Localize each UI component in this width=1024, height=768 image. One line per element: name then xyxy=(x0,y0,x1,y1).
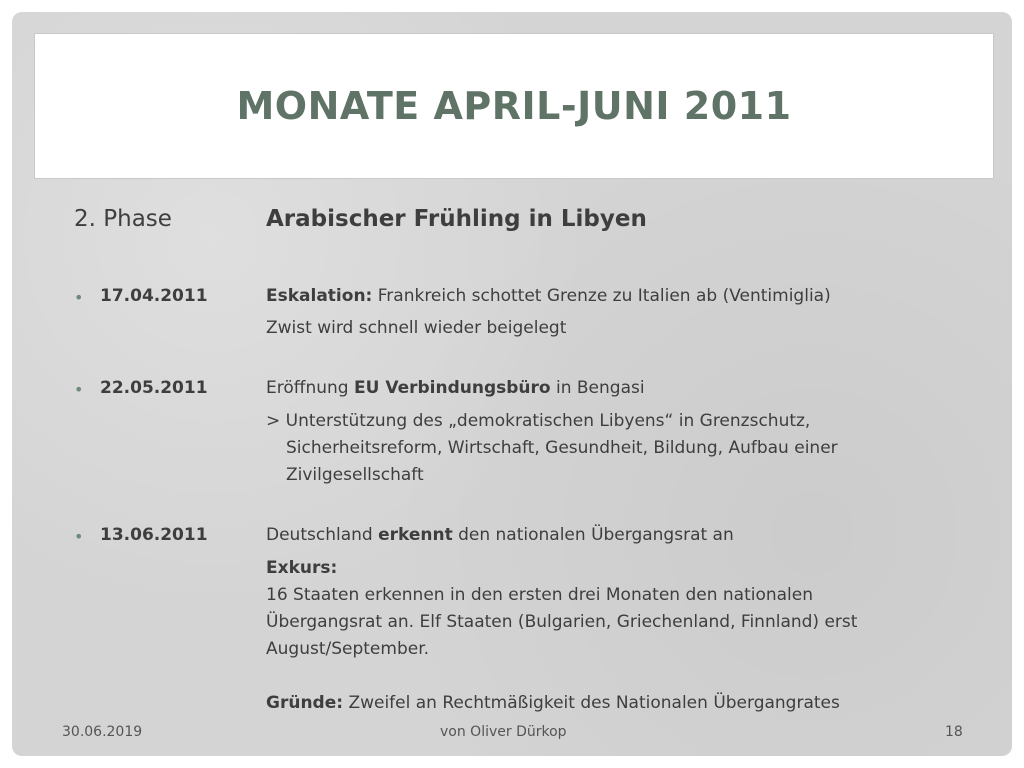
entry-line xyxy=(266,585,813,605)
bullet-icon: • xyxy=(74,380,84,399)
line-text: Übergangsrat an. Elf Staaten (Bulgarien, Griechenland, Finnland) erst xyxy=(266,612,858,632)
entry-line xyxy=(266,318,566,338)
line-text: Zweifel an Rechtmäßigkeit des Nationalen Übergangrates xyxy=(343,693,840,713)
line-text: in Bengasi xyxy=(550,378,645,398)
footer-date: 30.06.2019 xyxy=(62,724,143,740)
line-text: 16 Staaten erkennen in den ersten drei Monaten den nationalen xyxy=(266,585,814,605)
entry-line xyxy=(266,378,645,398)
line-text: August/September. xyxy=(266,639,430,659)
line-text: den nationalen Übergangsrat an xyxy=(452,525,734,545)
entry-line xyxy=(266,639,429,659)
line-text: Zivilgesellschaft xyxy=(286,465,424,485)
phase-title: Arabischer Frühling in Libyen xyxy=(266,206,647,232)
entry-date: 17.04.2011 xyxy=(100,286,208,306)
slide-title: MONATE APRIL-JUNI 2011 xyxy=(236,84,792,128)
entry-line xyxy=(266,693,840,713)
line-text: Deutschland xyxy=(266,525,379,545)
bold-label: Gründe: xyxy=(266,693,344,713)
entry-line xyxy=(266,558,337,578)
entry-date: 13.06.2011 xyxy=(100,525,208,545)
line-text: Zwist wird schnell wieder beigelegt xyxy=(266,318,567,338)
title-box xyxy=(34,33,994,179)
entry-line xyxy=(286,438,838,458)
line-text: Eröffnung xyxy=(266,378,354,398)
line-text: > Unterstützung des „demokratischen Libyens“ in Grenzschutz, xyxy=(266,411,811,431)
entry-line xyxy=(266,286,831,306)
entry-line xyxy=(266,612,857,632)
footer-author: von Oliver Dürkop xyxy=(440,724,567,740)
entry-line xyxy=(266,525,734,545)
page-number: 18 xyxy=(945,724,963,740)
entry-date: 22.05.2011 xyxy=(100,378,208,398)
line-text: Sicherheitsreform, Wirtschaft, Gesundheit, Bildung, Aufbau einer xyxy=(286,438,838,458)
bold-label: erkennt xyxy=(378,525,453,545)
bold-label: EU Verbindungsbüro xyxy=(354,378,551,398)
phase-number: 2. Phase xyxy=(74,206,172,232)
bold-label: Exkurs: xyxy=(266,558,338,578)
bullet-icon: • xyxy=(74,527,84,546)
bullet-icon: • xyxy=(74,288,84,307)
line-text: Frankreich schottet Grenze zu Italien ab (Ventimiglia) xyxy=(372,286,831,306)
bold-label: Eskalation: xyxy=(266,286,373,306)
entry-line xyxy=(266,411,810,431)
entry-line xyxy=(286,465,424,485)
